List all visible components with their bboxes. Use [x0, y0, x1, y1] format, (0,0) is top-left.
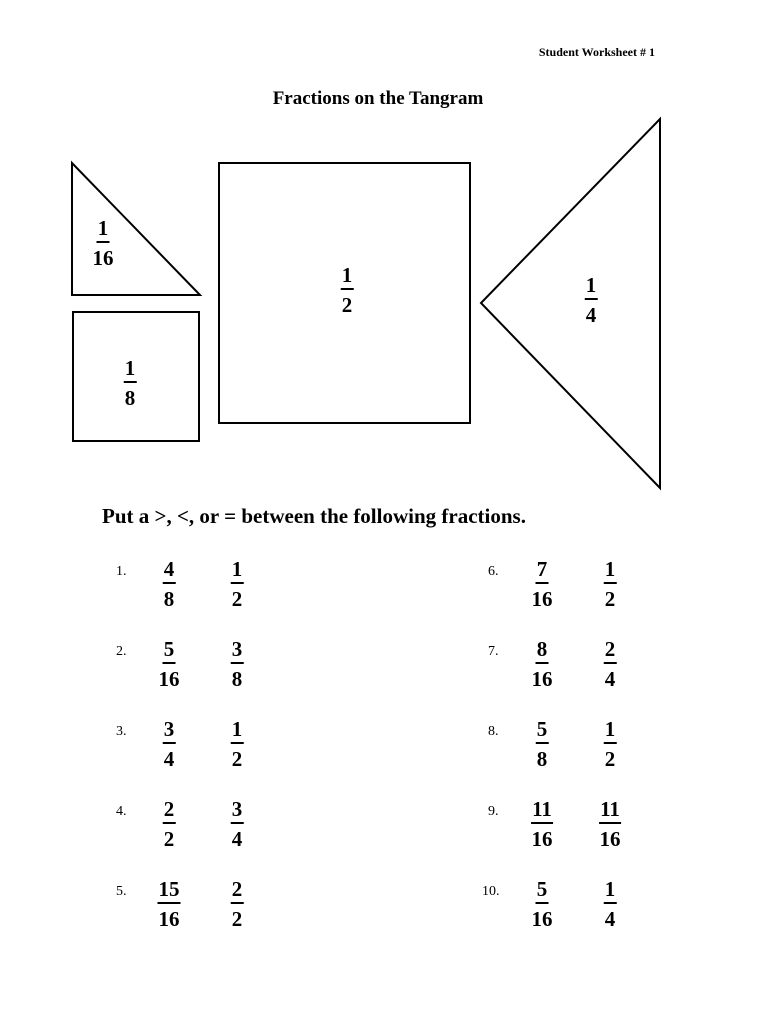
fraction-a: [158, 879, 181, 930]
fraction-denominator: 16: [92, 246, 114, 270]
large-triangle-fraction: [585, 275, 598, 326]
small-square-fraction: [124, 358, 137, 409]
problem-number: 4.: [116, 804, 127, 819]
fraction-a: [532, 559, 553, 610]
fraction-denominator: 2: [604, 587, 616, 611]
fraction-denominator: 8: [163, 587, 175, 611]
problem-number: 8.: [488, 724, 499, 739]
fraction-denominator: 8: [536, 747, 548, 771]
fraction-numerator: 2: [231, 879, 244, 904]
fraction-numerator: 1: [97, 218, 110, 243]
fraction-b: [604, 879, 617, 930]
fraction-numerator: 8: [536, 639, 549, 664]
large-triangle-shape: [481, 119, 660, 488]
fraction-denominator: 2: [231, 907, 243, 931]
fraction-b: [599, 799, 621, 850]
problem-number: 3.: [116, 724, 127, 739]
fraction-denominator: 2: [341, 293, 353, 317]
fraction-denominator: 2: [231, 587, 243, 611]
problem-number: 1.: [116, 564, 127, 579]
fraction-denominator: 4: [604, 907, 616, 931]
fraction-b: [604, 559, 617, 610]
fraction-numerator: 1: [231, 719, 244, 744]
fraction-numerator: 1: [341, 265, 354, 290]
fraction-denominator: 16: [599, 827, 621, 851]
fraction-numerator: 5: [536, 879, 549, 904]
fraction-denominator: 8: [231, 667, 243, 691]
tangram-figure: [0, 0, 768, 500]
fraction-numerator: 2: [163, 799, 176, 824]
fraction-denominator: 16: [531, 587, 553, 611]
worksheet-label: Student Worksheet # 1: [538, 45, 655, 59]
problem-number: 7.: [488, 644, 499, 659]
fraction-a: [163, 799, 176, 850]
fraction-b: [231, 799, 244, 850]
fraction-numerator: 11: [531, 799, 553, 824]
fraction-a: [159, 639, 180, 690]
fraction-denominator: 4: [163, 747, 175, 771]
fraction-denominator: 16: [531, 827, 553, 851]
fraction-denominator: 4: [231, 827, 243, 851]
problem-number: 5.: [116, 884, 127, 899]
fraction-numerator: 15: [158, 879, 181, 904]
fraction-numerator: 4: [163, 559, 176, 584]
fraction-numerator: 2: [604, 639, 617, 664]
fraction-denominator: 16: [158, 667, 180, 691]
fraction-numerator: 1: [124, 358, 137, 383]
fraction-denominator: 4: [585, 303, 597, 327]
fraction-denominator: 2: [163, 827, 175, 851]
fraction-b: [231, 559, 244, 610]
fraction-numerator: 7: [536, 559, 549, 584]
problem-number: 6.: [488, 564, 499, 579]
fraction-numerator: 1: [604, 719, 617, 744]
fraction-denominator: 8: [124, 386, 136, 410]
fraction-denominator: 16: [531, 667, 553, 691]
fraction-denominator: 4: [604, 667, 616, 691]
fraction-a: [163, 719, 176, 770]
large-square-fraction: [341, 265, 354, 316]
small-triangle-shape: [72, 163, 200, 295]
fraction-numerator: 1: [585, 275, 598, 300]
fraction-b: [231, 719, 244, 770]
fraction-numerator: 1: [604, 559, 617, 584]
fraction-b: [231, 639, 244, 690]
problem-number: 10.: [482, 884, 500, 899]
page-title: Fractions on the Tangram: [272, 88, 484, 109]
fraction-numerator: 3: [163, 719, 176, 744]
fraction-numerator: 3: [231, 639, 244, 664]
fraction-b: [604, 639, 617, 690]
fraction-b: [231, 879, 244, 930]
fraction-a: [531, 799, 553, 850]
fraction-a: [163, 559, 176, 610]
fraction-numerator: 3: [231, 799, 244, 824]
small-triangle-fraction: [93, 218, 114, 269]
fraction-numerator: 5: [536, 719, 549, 744]
instructions: Put a >, <, or = between the following fractions.: [102, 504, 526, 528]
fraction-numerator: 11: [599, 799, 621, 824]
problem-number: 9.: [488, 804, 499, 819]
fraction-numerator: 5: [163, 639, 176, 664]
fraction-denominator: 16: [531, 907, 553, 931]
fraction-a: [532, 879, 553, 930]
fraction-b: [604, 719, 617, 770]
fraction-numerator: 1: [231, 559, 244, 584]
fraction-denominator: 2: [604, 747, 616, 771]
fraction-numerator: 1: [604, 879, 617, 904]
fraction-a: [536, 719, 549, 770]
fraction-denominator: 2: [231, 747, 243, 771]
problem-number: 2.: [116, 644, 127, 659]
fraction-denominator: 16: [158, 907, 180, 931]
fraction-a: [532, 639, 553, 690]
